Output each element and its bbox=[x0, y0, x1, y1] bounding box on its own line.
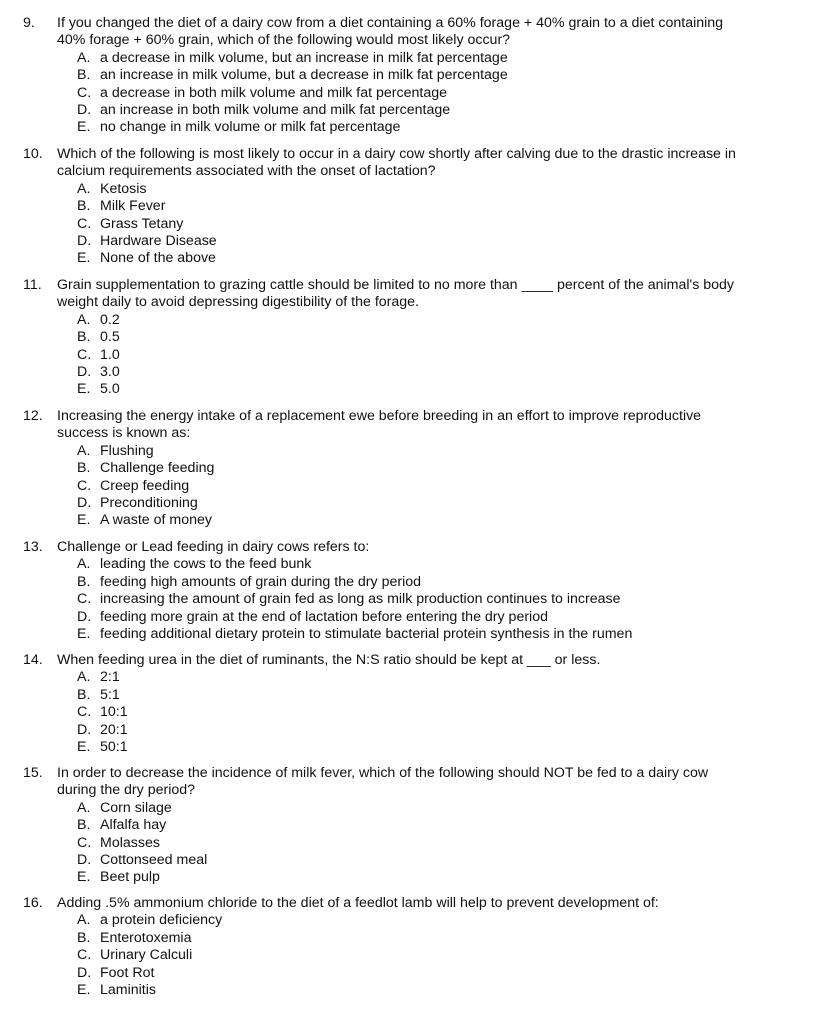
choice-letter: E. bbox=[77, 512, 91, 529]
choice-letter: E. bbox=[77, 250, 91, 267]
choice-text: 0.2 bbox=[100, 311, 120, 328]
question-text: If you changed the diet of a dairy cow from a diet containing a 60% forage + 40% grain to a diet containing bbox=[57, 15, 724, 31]
question-text: Increasing the energy intake of a replacement ewe before breeding in an effort to improve reproductive bbox=[57, 408, 702, 424]
question-text: In order to decrease the incidence of milk fever, which of the following should NOT be fed to a dairy cow bbox=[57, 765, 709, 781]
choice-text: Preconditioning bbox=[100, 494, 198, 511]
answer-choice-d bbox=[0, 965, 835, 982]
question-number: 15. bbox=[23, 765, 43, 781]
choice-letter: B. bbox=[77, 686, 91, 703]
choice-text: feeding more grain at the end of lactation before entering the dry period bbox=[100, 608, 548, 625]
choice-text: a protein deficiency bbox=[100, 912, 223, 929]
choice-text: feeding high amounts of grain during the dry period bbox=[100, 573, 422, 590]
choice-letter: A. bbox=[77, 180, 91, 197]
question-number: 11. bbox=[23, 277, 42, 293]
answer-choice-b bbox=[0, 687, 835, 704]
choice-text: 1.0 bbox=[100, 346, 120, 363]
question-12 bbox=[0, 408, 835, 530]
choice-letter: B. bbox=[77, 329, 91, 346]
answer-choice-e bbox=[0, 739, 835, 756]
answer-choice-e bbox=[0, 982, 835, 999]
choice-letter: B. bbox=[77, 817, 91, 834]
answer-choice-a bbox=[0, 800, 835, 817]
answer-choice-b bbox=[0, 817, 835, 834]
choice-letter: D. bbox=[77, 721, 92, 738]
question-text-continued: calcium requirements associated with the onset of lactation? bbox=[57, 163, 436, 180]
question-text: When feeding urea in the diet of ruminants, the N:S ratio should be kept at ___ or less. bbox=[57, 652, 601, 668]
choice-letter: C. bbox=[77, 477, 92, 494]
answer-choices bbox=[0, 443, 835, 530]
choice-letter: D. bbox=[77, 101, 92, 118]
choice-text: 5.0 bbox=[100, 381, 120, 398]
choice-letter: A. bbox=[77, 442, 91, 459]
choice-text: a decrease in both milk volume and milk fat percentage bbox=[100, 84, 447, 101]
answer-choice-c bbox=[0, 835, 835, 852]
answer-choice-e bbox=[0, 381, 835, 398]
choice-letter: C. bbox=[77, 346, 92, 363]
choice-text: Hardware Disease bbox=[100, 232, 217, 249]
choice-letter: E. bbox=[77, 381, 91, 398]
choice-letter: A. bbox=[77, 912, 91, 929]
choice-text: Ketosis bbox=[100, 180, 147, 197]
answer-choice-c bbox=[0, 704, 835, 721]
answer-choice-b bbox=[0, 329, 835, 346]
answer-choice-a bbox=[0, 443, 835, 460]
question-number: 16. bbox=[23, 895, 43, 911]
question-text: Which of the following is most likely to occur in a dairy cow shortly after calving due to the drastic increase in bbox=[57, 146, 736, 162]
question-14 bbox=[0, 652, 835, 756]
question-text-continued: success is known as: bbox=[57, 425, 191, 442]
answer-choice-c bbox=[0, 591, 835, 608]
answer-choice-c bbox=[0, 478, 835, 495]
question-13 bbox=[0, 539, 835, 643]
choice-text: an increase in both milk volume and milk fat percentage bbox=[100, 101, 451, 118]
question-15 bbox=[0, 765, 835, 887]
choice-text: Challenge feeding bbox=[100, 460, 215, 477]
choice-letter: A. bbox=[77, 49, 91, 66]
choice-text: 0.5 bbox=[100, 329, 120, 346]
choice-text: 50:1 bbox=[100, 738, 128, 755]
answer-choice-c bbox=[0, 216, 835, 233]
choice-text: no change in milk volume or milk fat percentage bbox=[100, 119, 401, 136]
question-number: 13. bbox=[23, 539, 43, 555]
answer-choice-c bbox=[0, 947, 835, 964]
choice-letter: B. bbox=[77, 67, 91, 84]
choice-letter: E. bbox=[77, 981, 91, 998]
answer-choice-b bbox=[0, 198, 835, 215]
choice-letter: D. bbox=[77, 964, 92, 981]
answer-choice-a bbox=[0, 181, 835, 198]
answer-choice-a bbox=[0, 669, 835, 686]
answer-choice-d bbox=[0, 102, 835, 119]
answer-choice-a bbox=[0, 50, 835, 67]
choice-letter: C. bbox=[77, 215, 92, 232]
answer-choices bbox=[0, 912, 835, 999]
question-10 bbox=[0, 146, 835, 268]
choice-letter: C. bbox=[77, 84, 92, 101]
choice-letter: B. bbox=[77, 460, 91, 477]
choice-text: Alfalfa hay bbox=[100, 817, 167, 834]
choice-text: an increase in milk volume, but a decrease in milk fat percentage bbox=[100, 67, 508, 84]
question-text-continued: weight daily to avoid depressing digestibility of the forage. bbox=[57, 294, 419, 311]
answer-choice-d bbox=[0, 722, 835, 739]
choice-letter: B. bbox=[77, 573, 91, 590]
choice-text: 10:1 bbox=[100, 704, 128, 721]
choice-letter: D. bbox=[77, 608, 92, 625]
choice-letter: E. bbox=[77, 869, 91, 886]
choice-text: Beet pulp bbox=[100, 869, 160, 886]
choice-text: Creep feeding bbox=[100, 477, 190, 494]
question-text-continued: during the dry period? bbox=[57, 782, 196, 799]
choice-text: Foot Rot bbox=[100, 964, 155, 981]
choice-text: A waste of money bbox=[100, 512, 212, 529]
choice-text: increasing the amount of grain fed as long as milk production continues to increase bbox=[100, 591, 621, 608]
choice-text: 20:1 bbox=[100, 721, 128, 738]
choice-letter: C. bbox=[77, 591, 92, 608]
choice-letter: B. bbox=[77, 929, 91, 946]
choice-letter: C. bbox=[77, 704, 92, 721]
choice-text: Molasses bbox=[100, 834, 160, 851]
question-11 bbox=[0, 277, 835, 399]
choice-letter: D. bbox=[77, 494, 92, 511]
choice-letter: B. bbox=[77, 198, 91, 215]
choice-text: None of the above bbox=[100, 250, 216, 267]
answer-choices bbox=[0, 50, 835, 137]
choice-text: Enterotoxemia bbox=[100, 929, 192, 946]
answer-choice-d bbox=[0, 495, 835, 512]
question-text: Grain supplementation to grazing cattle should be limited to no more than ____ percent of the animal's body bbox=[57, 277, 735, 293]
question-number: 12. bbox=[23, 408, 43, 424]
choice-text: Flushing bbox=[100, 442, 154, 459]
answer-choices bbox=[0, 181, 835, 268]
choice-text: Cottonseed meal bbox=[100, 851, 208, 868]
choice-text: feeding additional dietary protein to stimulate bacterial protein synthesis in the rumen bbox=[100, 625, 633, 642]
answer-choice-e bbox=[0, 512, 835, 529]
choice-letter: D. bbox=[77, 851, 92, 868]
choice-text: a decrease in milk volume, but an increase in milk fat percentage bbox=[100, 49, 508, 66]
answer-choice-d bbox=[0, 609, 835, 626]
question-text: Adding .5% ammonium chloride to the diet of a feedlot lamb will help to prevent development of: bbox=[57, 895, 659, 911]
choice-text: 2:1 bbox=[100, 669, 120, 686]
answer-choices bbox=[0, 556, 835, 643]
answer-choices bbox=[0, 800, 835, 887]
answer-choice-e bbox=[0, 250, 835, 267]
question-text-continued: 40% forage + 60% grain, which of the following would most likely occur? bbox=[57, 32, 511, 49]
choice-letter: A. bbox=[77, 799, 91, 816]
choice-text: Corn silage bbox=[100, 799, 172, 816]
choice-text: leading the cows to the feed bunk bbox=[100, 556, 312, 573]
choice-letter: C. bbox=[77, 947, 92, 964]
answer-choice-e bbox=[0, 626, 835, 643]
choice-text: 3.0 bbox=[100, 363, 120, 380]
question-number: 14. bbox=[23, 652, 43, 668]
choice-letter: D. bbox=[77, 363, 92, 380]
answer-choice-b bbox=[0, 930, 835, 947]
choice-letter: D. bbox=[77, 232, 92, 249]
answer-choice-d bbox=[0, 852, 835, 869]
question-number: 10. bbox=[23, 146, 43, 162]
choice-letter: A. bbox=[77, 311, 91, 328]
choice-text: Urinary Calculi bbox=[100, 947, 193, 964]
answer-choice-e bbox=[0, 119, 835, 136]
choice-text: Milk Fever bbox=[100, 198, 166, 215]
answer-choices bbox=[0, 669, 835, 756]
answer-choice-c bbox=[0, 347, 835, 364]
answer-choice-a bbox=[0, 556, 835, 573]
answer-choice-e bbox=[0, 869, 835, 886]
answer-choice-d bbox=[0, 364, 835, 381]
question-9 bbox=[0, 15, 835, 137]
choice-letter: A. bbox=[77, 556, 91, 573]
choice-text: Grass Tetany bbox=[100, 215, 184, 232]
answer-choice-a bbox=[0, 912, 835, 929]
answer-choice-b bbox=[0, 574, 835, 591]
choice-letter: E. bbox=[77, 625, 91, 642]
question-number: 9. bbox=[23, 15, 35, 31]
answer-choice-d bbox=[0, 233, 835, 250]
question-16 bbox=[0, 895, 835, 999]
answer-choice-b bbox=[0, 67, 835, 84]
answer-choice-a bbox=[0, 312, 835, 329]
choice-text: 5:1 bbox=[100, 686, 120, 703]
answer-choices bbox=[0, 312, 835, 399]
choice-text: Laminitis bbox=[100, 981, 156, 998]
choice-letter: C. bbox=[77, 834, 92, 851]
choice-letter: E. bbox=[77, 738, 91, 755]
choice-letter: E. bbox=[77, 119, 91, 136]
answer-choice-c bbox=[0, 85, 835, 102]
question-text: Challenge or Lead feeding in dairy cows refers to: bbox=[57, 539, 370, 555]
choice-letter: A. bbox=[77, 669, 91, 686]
answer-choice-b bbox=[0, 460, 835, 477]
